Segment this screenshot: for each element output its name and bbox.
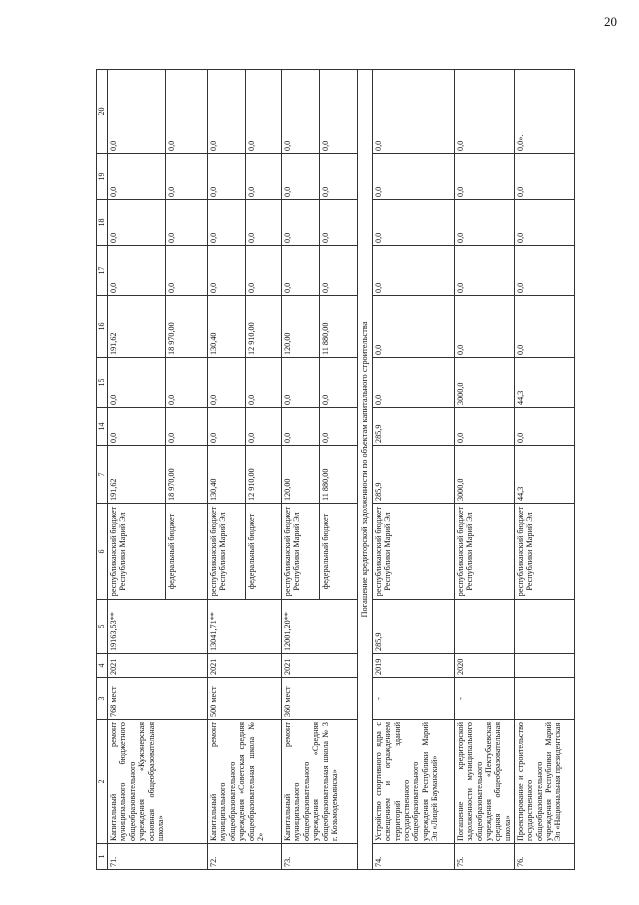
year: 2020: [454, 654, 514, 678]
value-c18: 0,0: [108, 200, 166, 246]
value-c17: 0,0: [320, 246, 358, 296]
value-c17: 0,0: [208, 246, 246, 296]
value-c19: 0,0: [454, 154, 514, 200]
capital-construction-table: [96, 69, 575, 870]
value-c15: 44,3: [514, 358, 574, 408]
value-c14: 0,0: [282, 408, 320, 446]
value-c18: 0,0: [246, 200, 282, 246]
col-header: 7: [97, 446, 108, 504]
value-c20: 0,0: [372, 70, 454, 154]
value-c16: 0,0: [514, 296, 574, 358]
value-c19: 0,0: [514, 154, 574, 200]
value-c20: 0,0: [166, 70, 208, 154]
year: 2019: [372, 654, 454, 678]
col-header: 2: [97, 720, 108, 844]
cost: 285,9: [372, 600, 454, 654]
funding-source: федеральный бюджет: [246, 504, 282, 600]
section-heading-row: [358, 70, 373, 870]
value-c17: 0,0: [454, 246, 514, 296]
value-c17: 0,0: [108, 246, 166, 296]
value-c17: 0,0: [166, 246, 208, 296]
col-header: 17: [97, 246, 108, 296]
value-c7: 18 970,00: [166, 446, 208, 504]
value-c19: 0,0: [246, 154, 282, 200]
value-c7: 12 910,00: [246, 446, 282, 504]
col-header: 14: [97, 408, 108, 446]
object-name: Капитальный ремонт муниципального общеобразовательного учреждения «Средняя общеобразовательная школа № 3 г. Козьмодемьянска»: [282, 720, 358, 844]
value-c20: 0,0».: [514, 70, 574, 154]
col-header: 1: [97, 844, 108, 870]
value-c7: 120,00: [282, 446, 320, 504]
value-c15: 0,0: [246, 358, 282, 408]
col-header: 18: [97, 200, 108, 246]
year: 2021: [282, 654, 358, 678]
col-header: 6: [97, 504, 108, 600]
value-c15: 0,0: [108, 358, 166, 408]
value-c17: 0,0: [372, 246, 454, 296]
value-c15: 0,0: [166, 358, 208, 408]
value-c14: 0,0: [320, 408, 358, 446]
table-row: [208, 70, 246, 870]
year: 2021: [108, 654, 208, 678]
value-c14: 0,0: [208, 408, 246, 446]
value-c14: 0,0: [166, 408, 208, 446]
funding-source: республиканский бюджет Республики Марий Эл: [454, 504, 514, 600]
funding-source: федеральный бюджет: [320, 504, 358, 600]
col-header: 16: [97, 296, 108, 358]
value-c15: 0,0: [320, 358, 358, 408]
capacity: 768 мест: [108, 678, 208, 720]
value-c15: 0,0: [282, 358, 320, 408]
value-c14: 0,0: [514, 408, 574, 446]
col-header: 3: [97, 678, 108, 720]
table-row: [514, 70, 574, 870]
row-number: 74.: [372, 844, 454, 870]
year: [514, 654, 574, 678]
row-number: 73.: [282, 844, 358, 870]
value-c15: 0,0: [372, 358, 454, 408]
row-number: 75.: [454, 844, 514, 870]
value-c20: 0,0: [320, 70, 358, 154]
value-c20: 0,0: [282, 70, 320, 154]
object-name: Капитальный ремонт муниципального бюджетного общеобразовательного учреждения «Кужэнерская основная общеобразовательная школа»: [108, 720, 208, 844]
cost: 19163,53**: [108, 600, 208, 654]
value-c18: 0,0: [282, 200, 320, 246]
rotated-table-wrapper: [96, 70, 607, 870]
col-header: 19: [97, 154, 108, 200]
column-number-row: [97, 70, 108, 870]
funding-source: федеральный бюджет: [166, 504, 208, 600]
capacity: 360 мест: [282, 678, 358, 720]
value-c20: 0,0: [246, 70, 282, 154]
row-number: 76.: [514, 844, 574, 870]
cost: 13041,71**: [208, 600, 282, 654]
col-header: 4: [97, 654, 108, 678]
col-header: 20: [97, 70, 108, 154]
value-c18: 0,0: [166, 200, 208, 246]
funding-source: республиканский бюджет Республики Марий Эл: [514, 504, 574, 600]
value-c20: 0,0: [454, 70, 514, 154]
value-c16: 0,0: [454, 296, 514, 358]
value-c16: 120,00: [282, 296, 320, 358]
object-name: Капитальный ремонт муниципального общеобразовательного учреждения «Советская средняя общеобразовательная школа № 2»: [208, 720, 282, 844]
funding-source: республиканский бюджет Республики Марий Эл: [372, 504, 454, 600]
value-c17: 0,0: [246, 246, 282, 296]
capacity: -: [454, 678, 514, 720]
value-c7: 191,62: [108, 446, 166, 504]
funding-source: республиканский бюджет Республики Марий Эл: [282, 504, 320, 600]
col-header: 5: [97, 600, 108, 654]
col-header: 15: [97, 358, 108, 408]
funding-source: республиканский бюджет Республики Марий Эл: [108, 504, 166, 600]
value-c18: 0,0: [372, 200, 454, 246]
object-name: Проектирование и строительство государственного общеобразовательного учреждения Республики Марий Эл «Национальная президентская: [514, 720, 574, 844]
value-c17: 0,0: [282, 246, 320, 296]
value-c19: 0,0: [372, 154, 454, 200]
capacity: [514, 678, 574, 720]
value-c16: 11 880,00: [320, 296, 358, 358]
value-c16: 191,62: [108, 296, 166, 358]
value-c14: 0,0: [454, 408, 514, 446]
value-c18: 0,0: [208, 200, 246, 246]
value-c16: 130,40: [208, 296, 246, 358]
value-c7: 44,3: [514, 446, 574, 504]
value-c18: 0,0: [514, 200, 574, 246]
value-c7: 285,9: [372, 446, 454, 504]
cost: [514, 600, 574, 654]
row-number: 72.: [208, 844, 282, 870]
section-heading: Погашение кредиторской задолженности по объектам капитального строительства: [358, 70, 373, 870]
object-name: Погашение кредиторской задолженности муниципального общеобразовательного учреждения «Пектубаевская средняя общеобразовательная школа»: [454, 720, 514, 844]
table-row: [372, 70, 454, 870]
funding-source: республиканский бюджет Республики Марий Эл: [208, 504, 246, 600]
value-c19: 0,0: [320, 154, 358, 200]
page-number: 20: [604, 14, 617, 29]
object-name: Устройство спортивного ядра с освещением и ограждением территорий зданий государственного общеобразовательного учреждения Республики Марий Эл «Лицей Бауманский»: [372, 720, 454, 844]
value-c20: 0,0: [108, 70, 166, 154]
value-c7: 3000,0: [454, 446, 514, 504]
value-c15: 3000,0: [454, 358, 514, 408]
value-c7: 11 880,00: [320, 446, 358, 504]
value-c19: 0,0: [282, 154, 320, 200]
value-c19: 0,0: [208, 154, 246, 200]
year: 2021: [208, 654, 282, 678]
cost: 12001,20**: [282, 600, 358, 654]
row-number: 71.: [108, 844, 208, 870]
value-c14: 0,0: [108, 408, 166, 446]
table-row: [282, 70, 320, 870]
table-row: [454, 70, 514, 870]
value-c16: 18 970,00: [166, 296, 208, 358]
value-c19: 0,0: [166, 154, 208, 200]
value-c16: 0,0: [372, 296, 454, 358]
value-c14: 285,9: [372, 408, 454, 446]
value-c19: 0,0: [108, 154, 166, 200]
value-c18: 0,0: [454, 200, 514, 246]
capacity: -: [372, 678, 454, 720]
table-row: [108, 70, 166, 870]
value-c14: 0,0: [246, 408, 282, 446]
value-c17: 0,0: [514, 246, 574, 296]
value-c16: 12 910,00: [246, 296, 282, 358]
capacity: 500 мест: [208, 678, 282, 720]
value-c20: 0,0: [208, 70, 246, 154]
value-c7: 130,40: [208, 446, 246, 504]
cost: [454, 600, 514, 654]
value-c18: 0,0: [320, 200, 358, 246]
value-c15: 0,0: [208, 358, 246, 408]
